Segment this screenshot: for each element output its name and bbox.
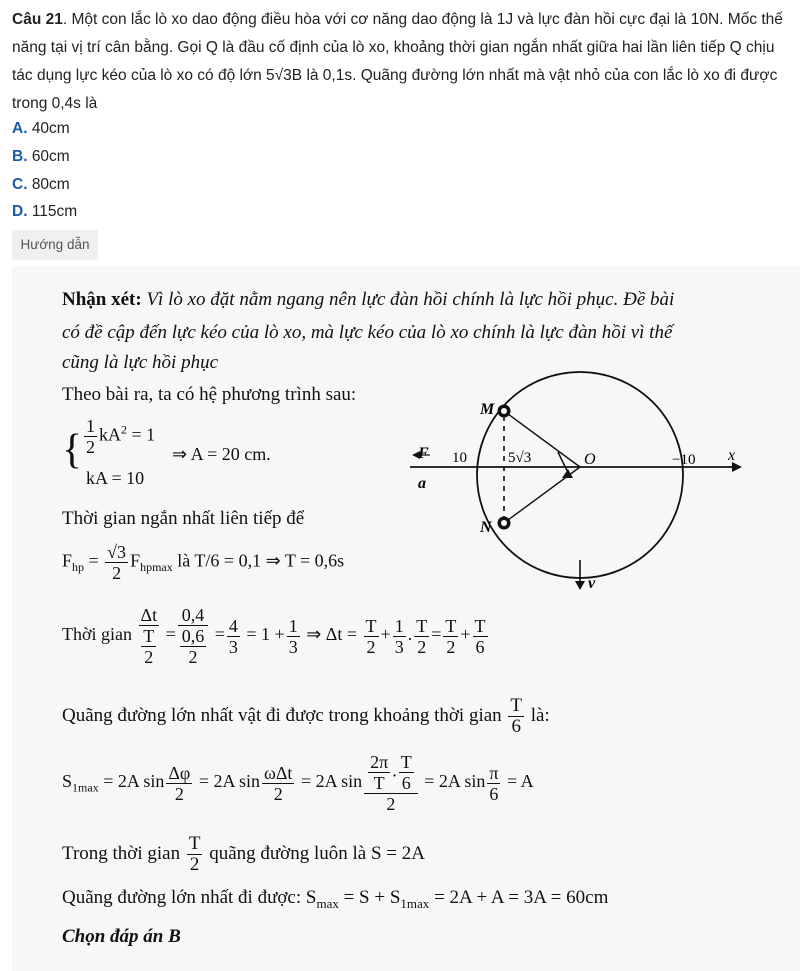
time-label: Thời gian [62, 624, 133, 645]
half-period-num: T [188, 833, 201, 854]
time-22: 2 [417, 636, 427, 657]
time-1: 1 [394, 615, 404, 636]
answer-line: Chọn đáp án B [62, 926, 181, 947]
eq1-body: kA [99, 424, 121, 445]
s1-f4-den: 6 [489, 783, 499, 804]
fhp-num: √3 [107, 542, 127, 562]
fhp-rhs-sub: hpmax [140, 560, 173, 575]
remark-line-2: có đề cập đến lực kéo của lò xo, mà lực kéo của lò xo chính là lực đàn hồi vì thế [62, 322, 673, 343]
shortest-time-text: Thời gian ngắn nhất liên tiếp để [62, 508, 305, 529]
remark-line-1 [62, 289, 782, 311]
time-6: 6 [475, 636, 485, 657]
option-text: 60cm [31, 148, 70, 165]
question-text [12, 6, 792, 118]
final-sub2: 1max [400, 895, 430, 911]
remark-line-3: cũng là lực hồi phục [62, 352, 218, 373]
guide-button[interactable]: Hướng dẫn [12, 230, 98, 260]
smax-intro-den: 6 [511, 716, 521, 737]
half-period-den: 2 [189, 854, 200, 875]
smax-intro-num: T [510, 695, 523, 716]
remark-text-1: Vì lò xo đặt nằm ngang nên lực đàn hồi chính là lực hồi phục. Đề bài [146, 289, 675, 310]
time-frac-num: Δt [140, 605, 158, 625]
smax-intro [62, 696, 550, 737]
time-eq3-num: 1 [288, 615, 298, 636]
fhp-tail: là T/6 = 0,1 ⇒ T = 0,6s [172, 550, 345, 571]
half-period-pre: Trong thời gian [62, 842, 181, 864]
label-x: x [728, 447, 736, 464]
question-body: . Một con lắc lò xo dao động điều hòa với cơ năng dao động là 1J và lực đàn hồi cực đại là 10N. Mốc thế năng tại vị trí cân bằng. Gọi Q là đầu cố định của lò xo, khoảng thời gian ngắn nhất giữa hai lần liên tiếp Q chịu tác dụng lực kéo của lò xo có độ lớn 5√3B là 0,1s. Quãng đường lớn nhất mà vật nhỏ của con lắc lò xo đi được trong 0,4s là [12, 11, 783, 112]
final-pre: Quãng đường lớn nhất đi được: S [62, 887, 317, 908]
system-intro: Theo bài ra, ta có hệ phương trình sau: [62, 384, 357, 405]
option-letter: A. [12, 120, 28, 137]
s1max-equation: $S_{1max} = 2A$ sin $\frac{\Delta\varphi}{2}$ = 2A sin ωΔt 2 = 2A sin $\frac{2\pi}{T}$ . $\frac{T}{6}$ 2 = 2A sin $\frac{\pi}{6}$ = A [62, 752, 534, 814]
s1-f4-num: π [489, 762, 499, 783]
time-t1: T [365, 615, 377, 636]
smax-intro-tail: là: [530, 704, 550, 726]
s1-f2-den: 2 [273, 783, 283, 804]
option-letter: C. [12, 176, 28, 193]
time-eq2-num: 4 [228, 615, 238, 636]
time-eq3-den: 3 [288, 636, 298, 657]
s1-f3-top-den2: 6 [401, 773, 411, 793]
fhp-sub: hp [72, 560, 85, 575]
final-tail: = 2A + A = 3A = 60cm [429, 887, 609, 908]
label-f: F [418, 445, 429, 462]
time-t2: T [416, 615, 428, 636]
fhp-equation [62, 542, 344, 583]
time-frac-den-num: T [143, 626, 155, 646]
fhp-den: 2 [112, 563, 122, 583]
label-a: a [418, 475, 426, 492]
s1-a2: = 2A sin [198, 771, 260, 792]
phasor-circle [477, 372, 683, 578]
s1-f3-top-num2: T [400, 752, 412, 772]
time-eq4: ⇒ Δt = [306, 624, 358, 645]
system-eq-1 [82, 416, 155, 457]
option-d[interactable] [12, 203, 77, 221]
s1-result: = A [506, 771, 534, 792]
option-letter: D. [12, 203, 28, 220]
point-m-inner [501, 408, 507, 414]
s1-f3-top-num: 2π [370, 752, 389, 772]
eq1-den: 2 [86, 437, 95, 457]
option-text: 80cm [31, 176, 70, 193]
s1-f1-num: Δφ [168, 762, 191, 783]
time-eq3: = 1 + [246, 624, 285, 645]
time-eq1-num: 0,4 [178, 605, 209, 626]
point-n-inner [501, 520, 507, 526]
final-mid: = S + S [338, 887, 401, 908]
remark-label: Nhận xét: [62, 289, 142, 310]
time-23: 2 [446, 636, 456, 657]
time-eq1-den-num: 0,6 [181, 626, 205, 646]
s1-lhs: S [62, 771, 73, 792]
label-root: 5√3 [508, 450, 532, 466]
option-text: 115cm [31, 203, 78, 220]
s1-a3: = 2A sin [300, 771, 363, 792]
half-period-post: quãng đường luôn là S = 2A [209, 842, 425, 864]
s1-f2-num: ωΔt [264, 762, 293, 783]
label-neg-ten: −10 [672, 452, 696, 468]
v-arrow-head [575, 581, 585, 590]
option-b[interactable] [12, 148, 70, 166]
label-v: v [588, 575, 596, 592]
label-n: N [480, 519, 492, 536]
label-ten: 10 [452, 450, 467, 466]
fhp-eq: = [84, 550, 104, 571]
option-letter: B. [12, 148, 28, 165]
smax-intro-text: Quãng đường lớn nhất vật đi được trong khoảng thời gian [62, 704, 502, 726]
fhp-lhs: F [62, 550, 73, 571]
time-t3: T [445, 615, 457, 636]
time-frac-den-den: 2 [144, 647, 154, 667]
system-eq-2: kA = 10 [86, 468, 145, 488]
eq1-exp: 2 [121, 422, 127, 437]
option-text: 40cm [31, 120, 70, 137]
s1-a1: = 2A sin [103, 771, 165, 792]
system-brace: { [62, 427, 83, 473]
system-result: ⇒ A = 20 cm. [172, 444, 271, 464]
time-eq1-den-den: 2 [188, 647, 198, 667]
s1-a4: = 2A sin [424, 771, 486, 792]
s1-f1-den: 2 [174, 783, 184, 804]
time-21: 2 [366, 636, 376, 657]
s1-f3-den: 2 [386, 794, 396, 814]
eq1-rhs: = 1 [127, 424, 156, 445]
time-eq2-den: 3 [228, 636, 238, 657]
eq1-num: 1 [86, 416, 95, 436]
time-3: 3 [394, 636, 404, 657]
label-m: M [480, 401, 495, 418]
final-line [62, 887, 608, 912]
time-t4: T [474, 615, 486, 636]
option-c[interactable] [12, 176, 70, 194]
fhp-rhs: F [130, 550, 141, 571]
s1-sub: 1max [72, 780, 99, 795]
question-label: Câu 21 [12, 11, 63, 28]
final-sub: max [316, 895, 339, 911]
option-a[interactable] [12, 120, 70, 138]
phasor-diagram [410, 370, 750, 610]
label-o: O [584, 451, 596, 468]
half-period-line [62, 834, 425, 875]
time-equation: Thời gian $\frac{\Delta t}{\frac{T}{2}}$ = $\frac{0,4}{\frac{0,6}{2}}$ = $\frac{4}{3}$ = 1 + $\frac{1}{3}$ ⇒ Δt = $\frac{T}{2}$ + $\frac{1}{3}$ . $\frac{T}{2}$ = $\frac{T}{2}$ + $\frac{T}{6}$ [62, 605, 486, 667]
s1-f3-top-den: T [373, 773, 385, 793]
